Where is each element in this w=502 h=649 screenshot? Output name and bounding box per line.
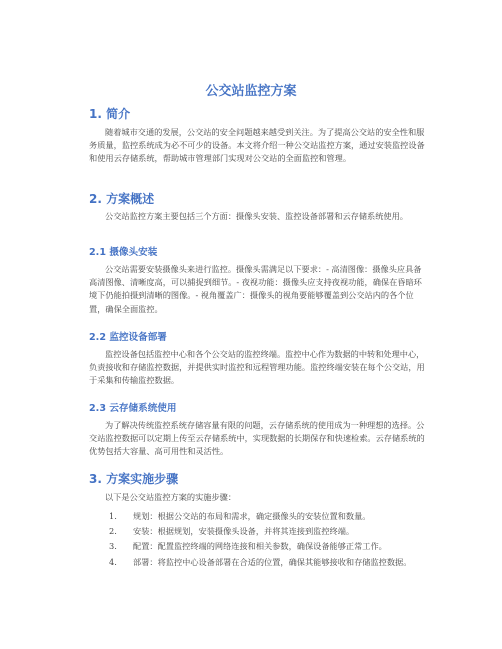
list-item [89, 556, 433, 569]
paragraph-camera-install: 公交站需要安装摄像头来进行监控。摄像头需满足以下要求：- 高清图像：摄像头应具备高清图像、清晰度高，可以捕捉到细节。- 夜视功能：摄像头应支持夜视功能，确保在昏暗环境下仍能拍摄到清晰的图像。- 视角覆盖广：摄像头的视角要能够覆盖到公交站内的各个位置，确保全面监控。 [89, 264, 422, 314]
step-number: 2. [109, 526, 117, 537]
step-text: 配置：配置监控终端的网络连接和相关参数，确保设备能够正常工作。 [133, 541, 387, 552]
heading-cloud-storage: 2.3 云存储系统使用 [89, 403, 177, 414]
paragraph-steps-intro: 以下是公交站监控方案的实施步骤： [105, 492, 237, 502]
step-number: 3. [109, 541, 117, 552]
paragraph-intro: 随着城市交通的发展，公交站的安全问题越来越受到关注。为了提高公交站的安全性和服务质量，监控系统成为必不可少的设备。本文将介绍一种公交站监控方案，通过安装监控设备和使用云存储系统，帮助城市管理部门实现对公交站的全面监控和管理。 [89, 127, 425, 164]
step-text: 规划：根据公交站的布局和需求，确定摄像头的安装位置和数量。 [133, 511, 371, 521]
list-item [89, 510, 433, 523]
heading-intro: 1. 简介 [89, 107, 131, 121]
paragraph-overview: 公交站监控方案主要包括三个方面：摄像头安装、监控设备部署和云存储系统使用。 [105, 211, 408, 221]
paragraph-device-deploy: 监控设备包括监控中心和各个公交站的监控终端。监控中心作为数据的中转和处理中心，负责接收和存储监控数据，并提供实时监控和远程管理功能。监控终端安装在每个公交站，用于采集和传输监控数据。 [89, 349, 425, 386]
list-item [89, 525, 433, 538]
heading-steps: 3. 方案实施步骤 [89, 472, 179, 486]
paragraph-cloud-storage: 为了解决传统监控系统存储容量有限的问题，云存储系统的使用成为一种理想的选择。公交站监控数据可以定期上传至云存储系统中，实现数据的长期保存和快速检索。云存储系统的优势包括大容量、高可用性和灵活性。 [89, 420, 425, 457]
step-text: 部署：将监控中心设备部署在合适的位置，确保其能够接收和存储监控数据。 [133, 556, 412, 567]
list-item [89, 540, 433, 553]
document-title: 公交站监控方案 [205, 84, 297, 99]
step-number: 4. [109, 556, 117, 567]
heading-device-deploy: 2.2 监控设备部署 [89, 332, 167, 343]
step-number: 1. [109, 511, 117, 521]
heading-camera-install: 2.1 摄像头安装 [89, 247, 158, 258]
heading-overview: 2. 方案概述 [89, 192, 155, 206]
steps-list [89, 510, 433, 571]
step-text: 安装：根据规划，安装摄像头设备，并将其连接到监控终端。 [133, 526, 355, 537]
